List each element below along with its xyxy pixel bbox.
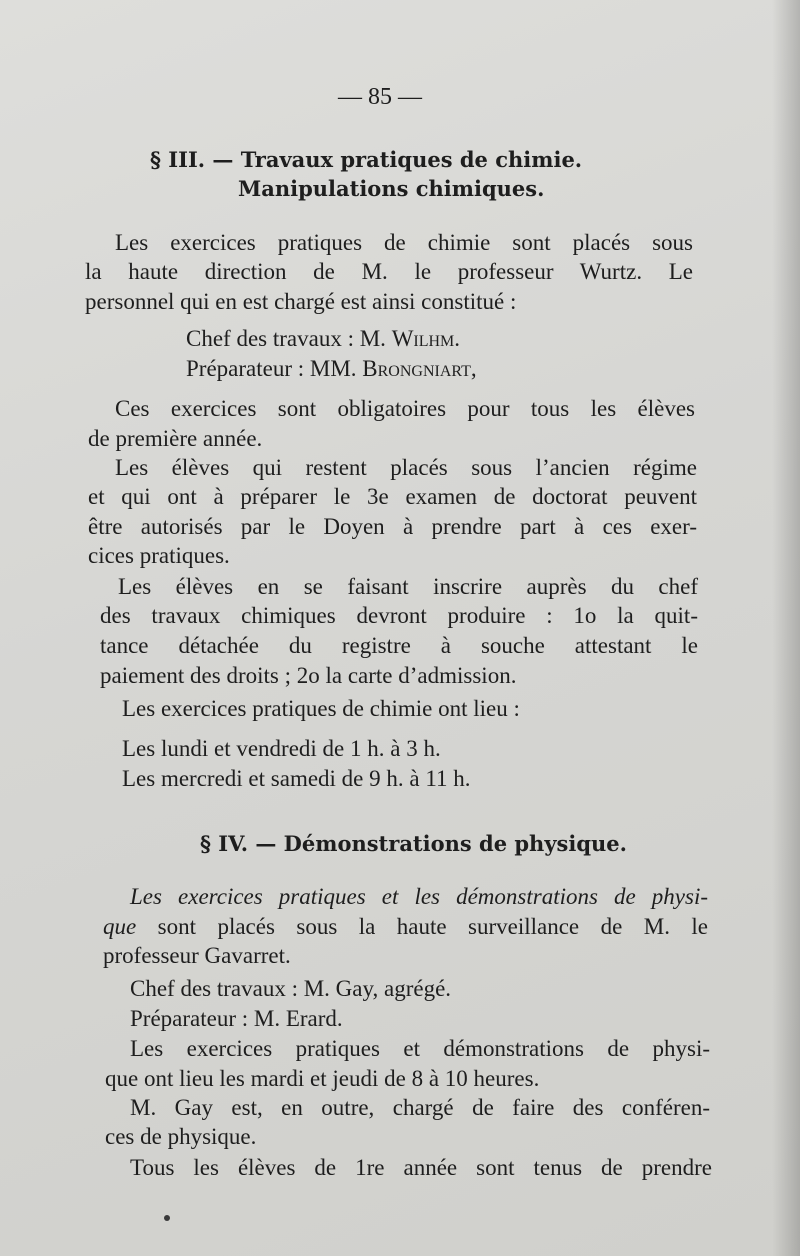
section-4-para-line-4: ces de physique. [105,1124,257,1149]
section-3-para-4-line-4: paiement des droits ; 2o la carte d’admission. [100,663,517,688]
section-3-para-3-line-1: Les élèves qui restent placés sous l’ancien régime [115,455,697,480]
ink-dot [164,1215,170,1221]
intro-rest: sont placés sous la haute surveillance de M. le [136,914,708,939]
schedule-line-1: Les lundi et vendredi de 1 h. à 3 h. [122,736,441,761]
section-4-para-line-1: Les exercices pratiques et démonstrations de physi- [130,1036,710,1061]
section-3-para-1-line-1: Les exercices pratiques de chimie sont placés sous [115,230,693,255]
section-3-para-5: Les exercices pratiques de chimie ont lieu : [122,696,520,721]
section-3-para-4-line-3: tance détachée du registre à souche attestant le [100,633,698,658]
section-4-para-line-5: Tous les élèves de 1re année sont tenus de prendre [130,1155,712,1180]
section-3-prep-line [186,354,477,383]
schedule-line-2: Les mercredi et samedi de 9 h. à 11 h. [122,766,471,791]
section-3-para-4-line-2: des travaux chimiques devront produire : 1o la quit- [100,603,698,628]
section-3-title-line-2: Manipulations chimiques. [238,176,545,201]
section-3-para-4-line-1: Les élèves en se faisant inscrire auprès du chef [118,574,698,599]
section-3-para-1-line-3: personnel qui en est chargé est ainsi constitué : [85,289,517,314]
section-3-para-3-line-3: être autorisés par le Doyen à prendre part à ces exer- [88,514,697,539]
section-3-para-2-line-1: Ces exercices sont obligatoires pour tous les élèves [115,396,695,421]
page-number: — 85 — [338,84,422,110]
prep-name: Brongniart, [362,356,477,381]
section-3-title-line-1: § III. — Travaux pratiques de chimie. [150,147,583,172]
section-4-intro-line-2 [103,912,708,941]
section-4-prep: Préparateur : M. Erard. [130,1006,343,1031]
section-4-intro-line-1: Les exercices pratiques et les démonstrations de physi- [130,884,708,909]
chef-name: Wilhm. [391,326,461,351]
section-4-title: § IV. — Démonstrations de physique. [200,831,627,856]
section-3-para-3-line-4: cices pratiques. [88,543,230,568]
intro-italic-fragment: que [103,914,137,939]
section-4-chef: Chef des travaux : M. Gay, agrégé. [130,976,452,1001]
section-3-chef-line [186,324,460,353]
section-4-para-line-3: M. Gay est, en outre, chargé de faire des conféren- [130,1095,710,1120]
prep-label: Préparateur : MM. [186,356,363,381]
section-3-para-1-line-2: la haute direction de M. le professeur Wurtz. Le [85,259,693,284]
section-3-para-3-line-2: et qui ont à préparer le 3e examen de doctorat peuvent [88,484,697,509]
section-3-para-2-line-2: de première année. [88,426,263,451]
chef-label: Chef des travaux : M. [186,326,392,351]
section-4-para-line-2: que ont lieu les mardi et jeudi de 8 à 10 heures. [105,1066,540,1091]
section-4-intro-line-3: professeur Gavarret. [103,943,291,968]
